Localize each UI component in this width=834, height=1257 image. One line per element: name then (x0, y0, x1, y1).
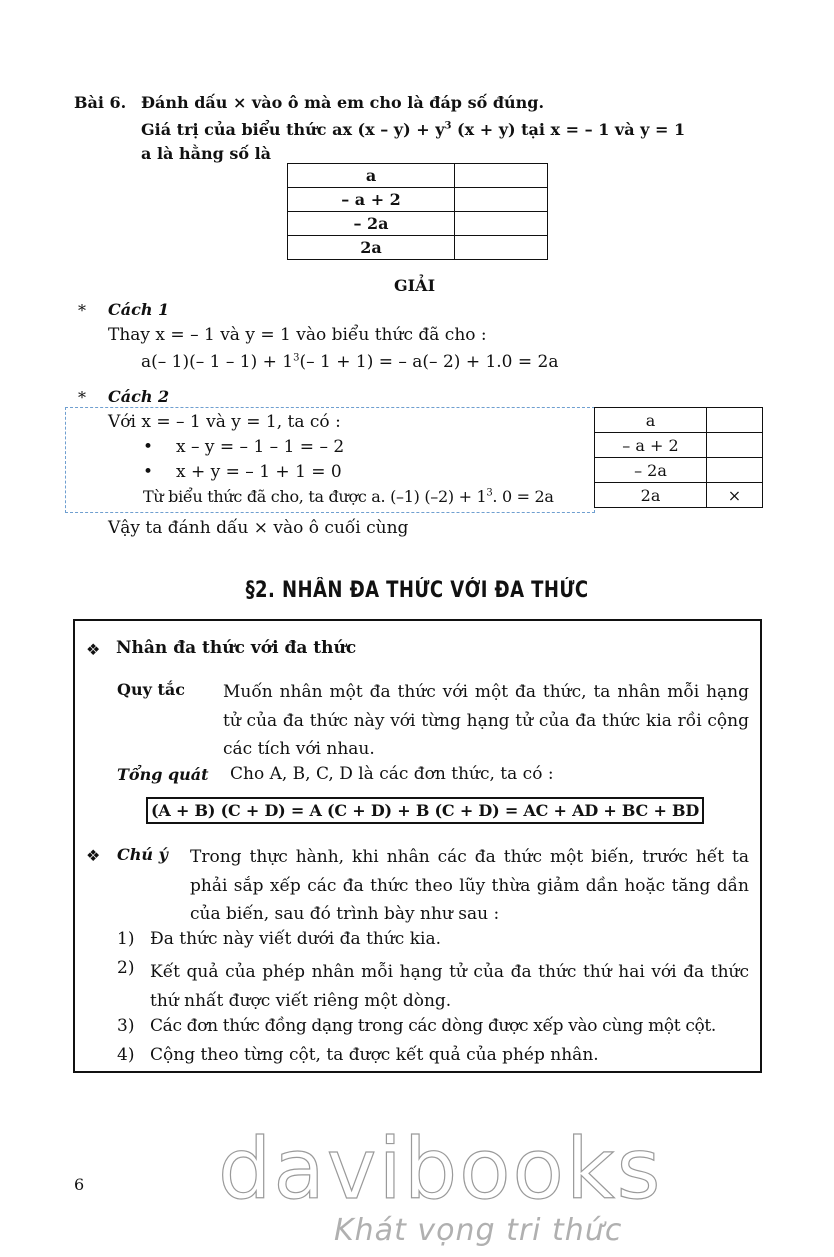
exercise-label: Bài 6. (74, 93, 127, 112)
conclusion: Vậy ta đánh dấu × vào ô cuối cùng (108, 518, 409, 538)
answer-checkbox[interactable] (455, 236, 548, 260)
option-d: 2a (288, 236, 455, 260)
method-1-line2: a(– 1)(– $1 - 1) + 1^3(-$ 1 + 1) = – a(– 2) + 1.0 = 2a (141, 352, 559, 372)
method-2-bullet2: x + y = – 1 + 1 = 0 (176, 462, 342, 482)
step-number: 1) (117, 929, 135, 949)
option-c: – 2a (288, 212, 455, 236)
table-row: – a + 2 (595, 433, 763, 458)
note-label: Chú ý (117, 845, 168, 864)
general-text: Cho A, B, C, D là các đơn thức, ta có : (230, 764, 554, 784)
subheading: Nhân đa thức với đa thức (116, 638, 357, 658)
diamond-icon: ❖ (86, 846, 101, 865)
option-b: – a + 2 (288, 188, 455, 212)
method-2-label: Cách 2 (108, 387, 170, 406)
step-number: 2) (117, 958, 135, 978)
method-2-bullet1: x – y = – 1 – 1 = – 2 (176, 437, 345, 457)
rule-label: Quy tắc (117, 680, 185, 699)
step-text: Đa thức này viết dưới đa thức kia. (150, 929, 442, 949)
step-text: Kết quả của phép nhân mỗi hạng tử của đa thức thứ hai với đa thức thứ nhất được viết riêng một dòng. (150, 962, 749, 1011)
method-2-line4: Từ biểu thức đã cho, ta được a. (–1) $(-2) + 1^3$. 0 = 2a (143, 487, 554, 506)
answer-result-table (594, 407, 763, 508)
table-row (288, 164, 548, 188)
solution-heading: GIẢI (394, 276, 436, 295)
step-text: Các đơn thức đồng dạng trong các dòng được xếp vào cùng một cột. (150, 1016, 716, 1036)
checked-mark: × (707, 483, 763, 508)
bullet-star: * (78, 388, 86, 407)
diamond-icon: ❖ (86, 640, 101, 659)
option-a: a (288, 164, 455, 188)
table-row (288, 188, 548, 212)
method-1-line1: Thay x = – 1 và y = 1 vào biểu thức đã cho : (108, 325, 487, 345)
table-row (288, 212, 548, 236)
table-row: – 2a (595, 458, 763, 483)
step-number: 4) (117, 1045, 135, 1065)
general-label: Tổng quát (117, 765, 209, 784)
answer-options-table (287, 163, 548, 260)
step-text: Cộng theo từng cột, ta được kết quả của phép nhân. (150, 1045, 599, 1065)
bullet-star: * (78, 301, 86, 320)
formula-box: (A + B) (C + D) = A (C + D) + B (C + D) = AC + AD + BC + BD (146, 797, 704, 824)
answer-checkbox[interactable] (455, 188, 548, 212)
rule-text: Muốn nhân một đa thức với một đa thức, ta nhân mỗi hạng tử của đa thức này với từng hạng tử của đa thức kia rồi cộng các tích với nhau. (223, 682, 749, 759)
exercise-question: Giá trị của biểu thức ax $(x - y) + y^3$ (x + y) tại x = – 1 và y = 1 (141, 120, 686, 139)
watermark-brand: davibooks (218, 1120, 663, 1218)
note-text: Trong thực hành, khi nhân các đa thức một biến, trước hết ta phải sắp xếp các đa thức theo lũy thừa giảm dần hoặc tăng dần của biến, sau đó trình bày như sau : (190, 847, 749, 924)
step-number: 3) (117, 1016, 135, 1036)
page-number: 6 (74, 1175, 85, 1194)
answer-checkbox[interactable] (455, 212, 548, 236)
section-title: §2. NHÂN ĐA THỨC VỚI ĐA THỨC (245, 578, 589, 603)
table-row: a (595, 408, 763, 433)
table-row (288, 236, 548, 260)
exercise-instruction: Đánh dấu × vào ô mà em cho là đáp số đúng. (141, 93, 545, 112)
watermark-slogan: Khát vọng tri thức (334, 1213, 623, 1248)
exercise-question-line2: a là hằng số là (141, 144, 272, 163)
bullet-dot: • (143, 462, 154, 482)
table-row: 2a × (595, 483, 763, 508)
method-1-label: Cách 1 (108, 300, 170, 319)
method-2-line1: Với x = – 1 và y = 1, ta có : (108, 412, 341, 432)
answer-checkbox[interactable] (455, 164, 548, 188)
bullet-dot: • (143, 437, 154, 457)
